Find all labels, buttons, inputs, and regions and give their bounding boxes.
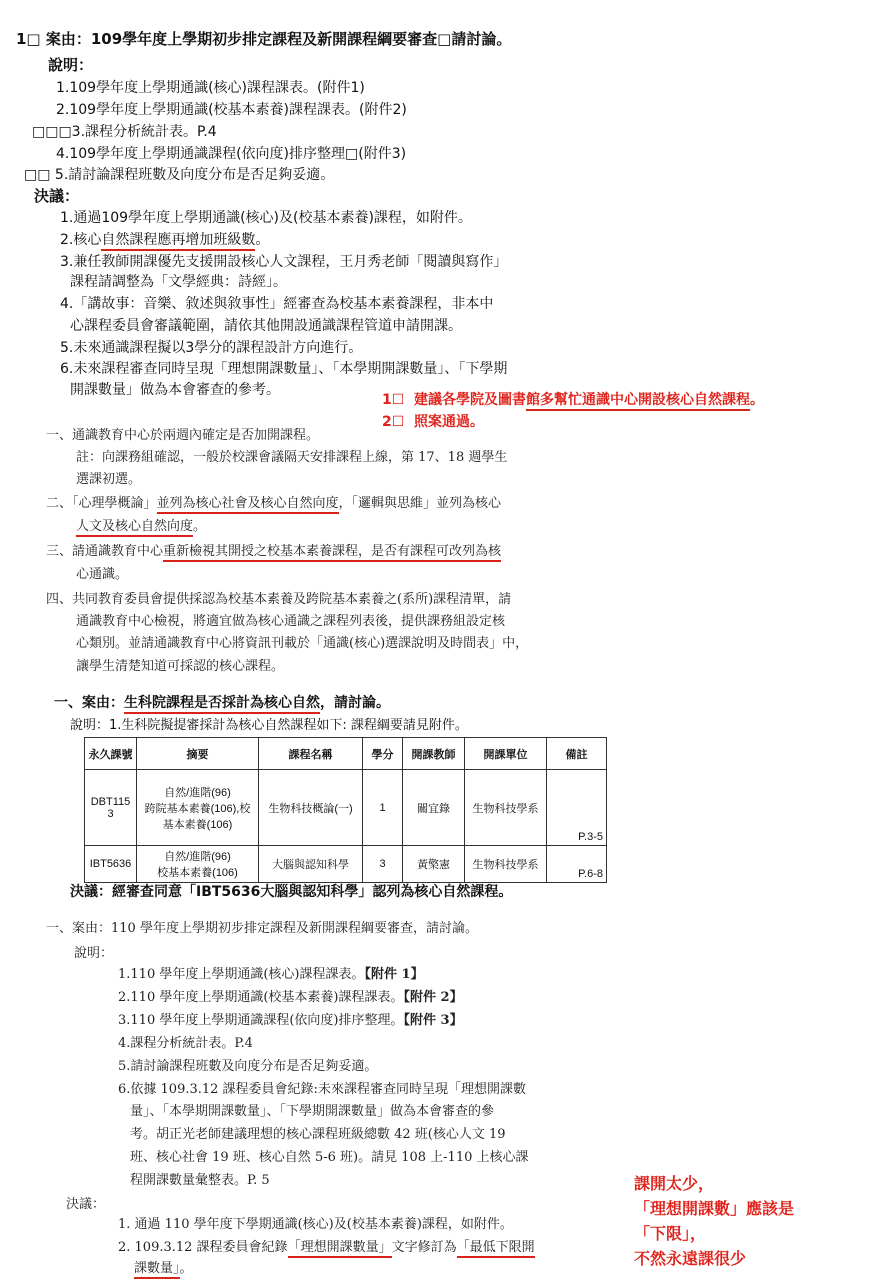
comment-line-4: 不然永遠課很少 [634,1249,747,1268]
comment-line-1: 課開太少， [634,1174,715,1193]
agenda-3-underlined: 生科院課程是否採計為核心自然 [124,695,320,714]
item-4b: 通識教育中心檢視，將適宜做為核心通識之課程列表後，提供課務組設定核 [76,614,506,629]
resolution-2b-underlined: 課數量」 [134,1261,180,1279]
agenda-4-explain-6c: 考。胡正光老師建議理想的核心課程班級總數 42 班(核心人文 19 [130,1127,506,1142]
agenda-4-explain-label: 說明： [74,946,114,961]
resolution-2-pre: 2. 109.3.12 課程委員會紀錄 [118,1240,288,1255]
agenda-3-post: ，請討論。 [320,695,390,711]
item-2b [76,518,206,536]
cell-course-name: 生物科技概論(一) [259,770,363,846]
resolution-label: 決議： [34,187,80,205]
cell-remarks: P.6-8 [547,846,607,883]
agenda-4-explain-4: 4.課程分析統計表。P.4 [118,1036,253,1051]
agenda-4-explain-5: 5.請討論課程班數及向度分布是否足夠妥適。 [118,1059,378,1074]
resolution-item-2-post: 。 [255,232,270,248]
red-note-1-num: 1☐ [382,392,405,408]
resolution-2-underlined-1: 「理想開課數量」 [288,1240,392,1258]
red-note-1-post: 。 [750,392,765,408]
red-note-2-text: 照案通過。 [414,414,485,430]
cell-remarks: P.3-5 [547,770,607,846]
item-2b-post: 。 [193,519,207,534]
cell-summary: 自然/進階(96) 校基本素養(106) [137,846,259,883]
agenda-4-resolution-1: 1. 通過 110 學年度下學期通識(核心)及(校基本素養)課程，如附件。 [118,1217,513,1232]
agenda-4-explain-6d: 班、核心社會 19 班、核心自然 5-6 班)。請見 108 上-110 上核心課 [130,1150,529,1165]
agenda-1-title: 1□ 案由：109學年度上學期初步排定課程及新開課程綱要審查□請討論。 [16,30,512,48]
agenda-4-explain-6b: 量」、「本學期開課數量」、「下學期開課數量」做為本會審查的參 [130,1104,495,1119]
red-note-1-underlined: 館多幫忙通識中心開設核心自然課程 [526,392,750,411]
agenda-4-explain-6e: 程開課數量彙整表。P. 5 [130,1173,270,1188]
cell-credits: 3 [363,846,403,883]
agenda-4-resolution-label: 決議： [66,1197,106,1212]
attachment-2-tag: 【附件 2】 [403,990,463,1005]
cell-course-id: DBT1153 [85,770,137,846]
col-header-credits: 學分 [363,738,403,770]
table-row [85,770,607,846]
col-header-remarks: 備註 [547,738,607,770]
item-4a: 四、共同教育委員會提供採認為校基本素養及跨院基本素養之(系所)課程清單，請 [46,592,512,607]
highlighted-phrase: 自然課程應再增加班級數 [101,232,255,251]
cell-department: 生物科技學系 [465,770,547,846]
cell-course-name: 大腦與認知科學 [259,846,363,883]
explain-label: 說明： [48,56,94,74]
agenda-4-explain-2 [118,989,463,1007]
agenda-4-explain-1 [118,966,424,984]
resolution-item-1: 1.通過109學年度上學期通識(核心)及(校基本素養)課程，如附件。 [60,210,472,226]
resolution-item-4b: 心課程委員會審議範圍，請依其他開設通識課程管道申請開課。 [70,318,462,334]
red-note-1 [382,391,764,409]
item-2-pre: 二、「心理學概論」 [46,496,157,511]
attachment-3-tag: 【附件 3】 [403,1013,463,1028]
table-header-row [85,738,607,770]
attachment-1-tag: 【附件 1】 [364,967,424,982]
item-3b: 心通識。 [76,567,129,582]
agenda-4-explain-6a: 6.依據 109.3.12 課程委員會紀錄:未來課程審查同時呈現「理想開課數 [118,1082,526,1097]
item-2-underlined: 並列為核心社會及核心自然向度 [157,496,339,514]
resolution-item-3b: 課程請調整為「文學經典：詩經」。 [70,274,287,290]
explain-2-text: 2.110 學年度上學期通識(校基本素養)課程課表。 [118,990,404,1005]
explain-item-1: 1.109學年度上學期通識(核心)課程課表。(附件1) [56,80,365,96]
agenda-4-resolution-2b [134,1260,193,1278]
col-header-teacher: 開課教師 [403,738,465,770]
table-row [85,846,607,883]
explain-item-2: 2.109學年度上學期通識(校基本素養)課程課表。(附件2) [56,102,407,118]
col-header-course-name: 課程名稱 [259,738,363,770]
col-header-department: 開課單位 [465,738,547,770]
explain-item-3: □□□3.課程分析統計表。P.4 [32,124,217,140]
explain-item-5: □□ 5.請討論課程班數及向度分布是否足夠妥適。 [24,167,335,183]
agenda-4-resolution-2 [118,1239,535,1257]
explain-item-4: 4.109學年度上學期通識課程(依向度)排序整理□(附件3) [56,146,407,162]
agenda-3-explain: 說明：1.生科院擬提審採計為核心自然課程如下: 課程綱要請見附件。 [70,718,468,733]
resolution-item-4a: 4.「講故事：音樂、敘述與敘事性」經審查為校基本素養課程，非本中 [60,296,494,312]
item-3 [46,543,501,561]
explain-1-text: 1.110 學年度上學期通識(核心)課程課表。 [118,967,365,982]
agenda-3-pre: 一、案由： [54,695,124,711]
item-2b-underlined: 人文及核心自然向度 [76,519,193,537]
agenda-4-explain-3 [118,1012,463,1030]
item-4d: 讓學生清楚知道可採認的核心課程。 [76,659,285,674]
resolution-item-2 [60,231,269,249]
item-1-note-b: 選課初選。 [76,472,142,487]
cell-teacher: 黃檠憲 [403,846,465,883]
col-header-summary: 摘要 [137,738,259,770]
agenda-3-resolution: 決議：經審查同意「IBT5636大腦與認知科學」認列為核心自然課程。 [70,884,513,900]
resolution-item-6b: 開課數量」做為本會審查的參考。 [70,382,280,398]
cell-department: 生物科技學系 [465,846,547,883]
resolution-item-2-pre: 2.核心 [60,232,102,248]
col-header-course-id: 永久課號 [85,738,137,770]
cell-credits: 1 [363,770,403,846]
red-note-2 [382,413,484,431]
red-note-2-num: 2☐ [382,414,405,430]
resolution-2-underlined-2: 「最低下限開 [457,1240,535,1258]
item-3-underlined: 重新檢視其開授之校基本素養課程，是否有課程可改列為核 [163,544,501,562]
agenda-4-title: 一、案由：110 學年度上學期初步排定課程及新開課程綱要審查，請討論。 [46,921,478,936]
item-4c: 心類別。並請通識教育中心將資訊刊載於「通識(核心)選課說明及時間表」中， [76,636,529,651]
agenda-3-title [54,694,390,712]
comment-line-2: 「理想開課數」應該是 [634,1199,795,1218]
cell-course-id: IBT5636 [85,846,137,883]
resolution-2b-post: 。 [179,1261,193,1276]
resolution-item-6a: 6.未來課程審查同時呈現「理想開課數量」、「本學期開課數量」、「下學期 [60,361,508,377]
item-2 [46,495,501,513]
item-1-note-a: 註：向課務組確認，一般於校課會議隔天安排課程上線，第 17、18 週學生 [76,450,508,465]
resolution-item-5: 5.未來通識課程擬以3學分的課程設計方向進行。 [60,340,363,356]
resolution-item-3a: 3.兼任教師開課優先支援開設核心人文課程，王月秀老師「閱讀與寫作」 [60,254,508,270]
course-table [84,737,607,883]
item-2-post: ，「邏輯與思維」並列為核心 [338,496,502,511]
cell-summary: 自然/進階(96) 跨院基本素養(106),校 基本素養(106) [137,770,259,846]
comment-line-3: 「下限」， [634,1224,707,1243]
item-3-pre: 三、請通識教育中心 [46,544,164,559]
item-1: 一、通識教育中心於兩週內確定是否加開課程。 [46,428,320,443]
explain-3-text: 3.110 學年度上學期通識課程(依向度)排序整理。 [118,1013,404,1028]
resolution-2-mid: 文字修訂為 [391,1240,457,1255]
red-note-1-pre: 建議各學院及圖書 [414,392,527,408]
cell-teacher: 關宜錄 [403,770,465,846]
